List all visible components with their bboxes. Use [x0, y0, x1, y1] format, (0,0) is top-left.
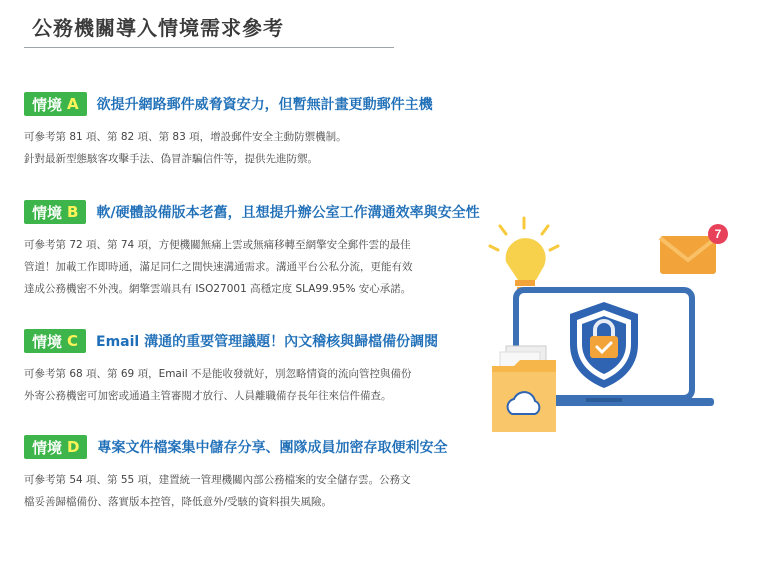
scenario-title: 軟/硬體設備版本老舊，且想提升辦公室工作溝通效率與安全性: [96, 205, 480, 221]
description-line: 針對最新型態駭客攻擊手法、偽冒詐騙信件等，提供先進防禦。: [24, 153, 318, 165]
badge-label: 情境: [32, 332, 63, 351]
badge-label: 情境: [32, 203, 63, 222]
scenario-b: [24, 200, 484, 300]
description-line: 可參考第 72 項、第 74 項，方便機關無痛上雲或無痛移轉至網擎安全郵件雲的最佳: [24, 239, 411, 251]
description-line: 管道！加載工作即時通，滿足同仁之間快速溝通需求。溝通平台公私分流，更能有效: [24, 261, 413, 273]
scenario-c: [24, 329, 484, 407]
notification-count: 7: [714, 227, 722, 241]
lightbulb-icon: [490, 218, 558, 297]
scenario-description: [24, 234, 484, 300]
description-line: 外寄公務機密可加密或通過主管審閱才放行、人員離職備存長年往來信件備查。: [24, 390, 392, 402]
email-icon: [660, 224, 728, 274]
scenario-d: [24, 435, 484, 513]
scenario-title: 專案文件檔案集中儲存分享、團隊成員加密存取便利安全: [97, 440, 448, 456]
scenario-badge: [24, 435, 87, 459]
description-line: 檔妥善歸檔備份、落實版本控管，降低意外/受駭的資料損失風險。: [24, 496, 333, 508]
scenario-badge: [24, 329, 86, 353]
scenario-badge: [24, 200, 86, 224]
security-illustration: [484, 210, 754, 440]
page-title: 公務機關導入情境需求參考: [32, 16, 284, 40]
scenario-title: Email 溝通的重要管理議題！內文稽核與歸檔備份調閱: [96, 334, 439, 350]
scenario-description: [24, 469, 484, 513]
cloud-folder-icon: [492, 346, 556, 432]
description-line: 可參考第 81 項、第 82 項、第 83 項，增設郵件安全主動防禦機制。: [24, 131, 347, 143]
badge-letter: C: [67, 332, 79, 350]
badge-label: 情境: [32, 438, 63, 457]
title-divider: [24, 47, 394, 48]
description-line: 可參考第 68 項、第 69 項，Email 不是能收發就好，別忽略情資的流向管控與備份: [24, 368, 412, 380]
scenario-description: [24, 126, 484, 170]
description-line: 達成公務機密不外洩。網擎雲端具有 ISO27001 高穩定度 SLA99.95% 安心承諾。: [24, 283, 412, 295]
description-line: 可參考第 54 項、第 55 項，建置統一管理機關內部公務檔案的安全儲存雲。公務文: [24, 474, 411, 486]
badge-letter: A: [67, 95, 79, 113]
scenario-description: [24, 363, 484, 407]
badge-letter: B: [67, 203, 79, 221]
badge-label: 情境: [32, 95, 63, 114]
scenario-a: [24, 92, 484, 170]
badge-letter: D: [67, 438, 80, 456]
scenario-title: 欲提升網路郵件威脅資安力，但暫無計畫更動郵件主機: [96, 97, 433, 113]
scenario-badge: [24, 92, 87, 116]
